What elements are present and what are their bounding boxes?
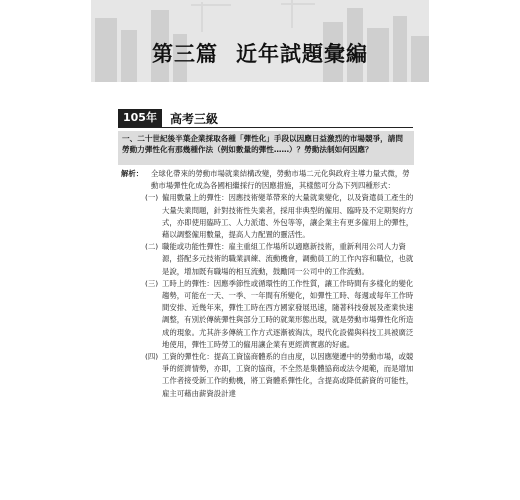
answer-item [145,192,415,241]
year-badge: 105年 [118,109,162,127]
part-number: 第三篇 [152,42,218,66]
part-title [91,38,429,68]
part-name: 近年試題彙編 [236,42,368,66]
chapter-banner [91,0,429,82]
question-text: 二十世紀後半葉企業採取各種「彈性化」手段以因應日益激烈的市場競爭，請問勞動力彈性化有那幾種作法（例如數量的彈性……）？勞動法制如何因應？ [122,134,403,154]
answer-item-text: 職能或功能性彈性：雇主重組工作場所以適應新技術，重新利用公司人力資源，搭配多元技術的職業訓練、流動機會，調動員工的工作內容和職位，也就是說，增加既有職場的相互流動，鼓勵同一公司中的工作流動。 [162,242,414,276]
answer-item-number: (三) [145,278,159,288]
exam-heading [118,109,218,127]
answer-item-number: (四) [145,352,159,362]
answer-intro: 全球化帶來的勞動市場就業結構改變，勞動市場二元化與政府主導力量式微，勞動市場彈性化成為各國相繼採行的因應措施，其樣態可分為下列四種形式： [151,169,410,191]
answer-section [121,168,415,400]
question-text-block [122,134,408,155]
answer-item [145,351,415,400]
heading-rule [118,127,413,128]
answer-item-text: 工資的彈性化：提高工資協商體系的自由度，以因應變遷中的勞動市場，或競爭的經濟情勢，亦即，工資的協商，不全然是集體協商或法令規範，而是增加工作者接受新工作的動機，將工資體系彈性化，含提高或降低薪資的可能性，雇主可藉由薪資設計達 [162,352,414,398]
answer-item-number: (一) [145,193,159,203]
answer-label: 解析： [121,169,144,178]
answer-item-number: (二) [145,242,159,252]
answer-item-text: 僱用數量上的彈性：因應技術變革帶來的大量就業變化，以及資遣員工產生的大量失業問題，針對技術性失業者，採用非典型的僱用、臨時及不定期契約方式，亦即使用臨時工、人力派遣、外包等等，讓企業主有更多僱用上的彈性，藉以調整僱用數量，提高人力配置的靈活性。 [162,193,414,240]
answer-item [145,241,415,278]
answer-item [145,278,415,351]
question-box [118,131,414,165]
exam-title: 高考三級 [169,111,218,126]
question-number: 一、 [122,134,138,143]
answer-item-text: 工時上的彈性：因應季節性或循環性的工作性質，讓工作時間有多樣化的變化趨勢，可能在一天、一季、一年間有所變化，如彈性工時、每週或每年工作時間安排、近幾年來，彈性工時在西方國家發展迅速，隨著科技發展及產業快速調整，有別於傳統彈性與部分工時的就業形態出現，就是勞動市場彈性化所造成的現象。尤其許多傳統工作方式逐漸被淘汰，現代化設備與科技工具被廣泛地使用，彈性工時勞工的僱用讓企業有更經濟實惠的好處。 [162,278,414,349]
